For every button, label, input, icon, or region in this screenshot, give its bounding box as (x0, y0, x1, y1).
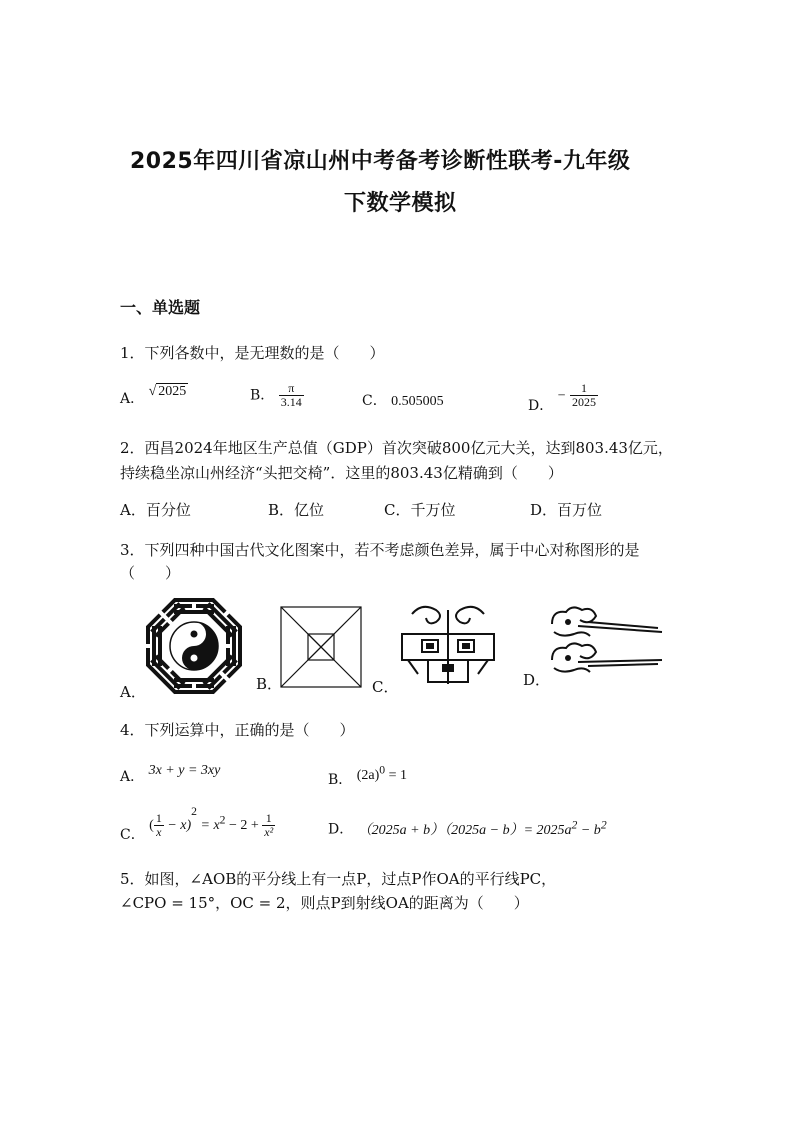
q1-d-sign: − (557, 388, 566, 404)
cloud-pattern-icon (548, 602, 664, 684)
q4-b-expr: $(2a)^0 = 1$ (356, 763, 408, 783)
q3-option-b-label: B． (256, 675, 283, 693)
q1-option-d (528, 381, 598, 414)
q4-a-expr: 3x + y = 3xy (148, 763, 221, 778)
q1-a-sqrt: √ 2025 (148, 384, 187, 399)
q4-option-c (120, 805, 275, 843)
question-5-stem-line2: ∠CPO = 15°，OC = 2，则点P到射线OA的距离为（ ） (120, 894, 529, 912)
q2-option-d: D．百万位 (530, 501, 603, 519)
q4-c-label: C． (120, 826, 145, 843)
q1-option-b (250, 382, 304, 409)
question-3-stem-line2: （ ） (120, 564, 181, 582)
q3-option-c-label: C． (372, 678, 399, 696)
q4-d-label: D． (328, 821, 354, 838)
q1-option-a (120, 384, 188, 408)
q1-b-label: B． (250, 387, 275, 404)
q1-d-label: D． (528, 397, 554, 414)
taotie-mask-icon (398, 600, 498, 692)
question-5-stem-line1: 5．如图，∠AOB的平分线上有一点P，过点P作OA的平行线PC， (120, 870, 557, 888)
document-title-line1: 2025年四川省凉山州中考备考诊断性联考-九年级 (130, 149, 631, 174)
question-2-stem-line2: 持续稳坐凉山州经济“头把交椅”．这里的803.43亿精确到（ ） (120, 464, 563, 482)
q4-option-b (328, 763, 408, 788)
q4-option-a (120, 763, 220, 783)
q3-option-a-label: A． (120, 683, 146, 701)
q4-c-expr: ( $\frac{1}{x}$ − $x)^2 = x^2 - 2$ + $\frac{1}{\text{x²}}$ (149, 805, 274, 839)
q2-option-a: A．百分位 (120, 501, 191, 519)
nested-square-icon (280, 606, 362, 688)
q4-d-expr: $(2025a + b)(2025a - b)= 2025a^2 - b^2$ (357, 818, 607, 838)
q4-b-label: B． (328, 771, 353, 788)
q1-c-value: 0.505005 (391, 394, 444, 409)
taiji-bagua-icon (144, 596, 244, 696)
question-3-stem-line1: 3．下列四种中国古代文化图案中，若不考虑颜色差异，属于中心对称图形的是 (120, 541, 640, 559)
q1-c-label: C． (362, 393, 387, 409)
q1-b-fraction: $\frac{\pi}{3.14}$ (280, 381, 302, 409)
question-1-stem: 1．下列各数中，是无理数的是（ ） (120, 344, 385, 362)
question-2-stem-line1: 2．西昌2024年地区生产总值（GDP）首次突破800亿元大关，达到803.43亿元， (120, 439, 673, 457)
q3-option-d-label: D． (523, 671, 551, 689)
section-heading: 一、单选题 (120, 298, 201, 317)
q1-a-label: A． (120, 391, 145, 407)
question-4-stem: 4．下列运算中，正确的是（ ） (120, 721, 355, 739)
q1-option-c (362, 390, 444, 410)
q2-option-c: C．千万位 (384, 501, 456, 519)
q2-option-b: B．亿位 (268, 501, 325, 519)
document-title-line2: 下数学模拟 (344, 191, 457, 216)
q4-a-label: A． (120, 769, 145, 785)
q1-d-fraction: $\frac{1}{2025}$ (572, 381, 597, 409)
q4-option-d (328, 818, 607, 839)
